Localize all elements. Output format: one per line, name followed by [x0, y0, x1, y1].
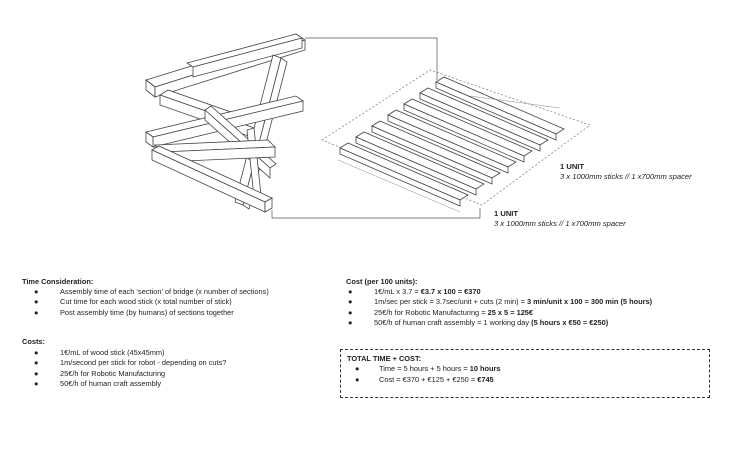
- total-heading: TOTAL TIME + COST:: [347, 354, 422, 363]
- bullet-icon: ●: [348, 287, 353, 296]
- bullet-icon: ●: [34, 358, 39, 368]
- bullet-icon: ●: [348, 317, 353, 327]
- bullet-icon: ●: [34, 307, 39, 317]
- list-item: ● 1m/sec per stick = 3.7sec/unit + cuts (2 min) = 3 min/unit x 100 = 300 min (5 hours): [348, 297, 653, 307]
- bullet-icon: ●: [348, 297, 353, 307]
- bullet-icon: ●: [355, 374, 360, 384]
- list-item: ● 50€/h of human craft assembly = 1 working day (5 hours x €50 = €250): [348, 317, 609, 327]
- unit-title: 1 UNIT: [560, 162, 585, 171]
- bullet-icon: ●: [34, 378, 39, 388]
- list-item: ● Post assembly time (by humans) of sections together: [34, 307, 234, 317]
- list-item: ● Time = 5 hours + 5 hours = 10 hours: [355, 364, 501, 374]
- costs-list: [22, 348, 226, 389]
- unit-spec: 3 x 1000mm sticks // 1 x700mm spacer: [560, 172, 692, 181]
- list-item: ● 25€/h for Robotic Manufacturing = 25 x 5 = 125€: [348, 307, 534, 317]
- unit-title: 1 UNIT: [494, 209, 519, 218]
- list-item: ● 1€/mL of wood stick (45x45mm): [34, 348, 165, 357]
- total-box: [340, 349, 710, 398]
- cost-per-100-list: [336, 287, 652, 328]
- bullet-icon: ●: [34, 348, 39, 357]
- list-item: ● Cost = €370 + €125 + €250 = €745: [355, 374, 494, 384]
- bullet-icon: ●: [34, 297, 39, 307]
- list-item: ● 1€/mL x 3.7 = €3.7 x 100 = €370: [348, 287, 481, 296]
- bullet-icon: ●: [355, 364, 360, 374]
- bullet-icon: ●: [34, 287, 39, 296]
- time-consideration-heading: Time Consideration:: [22, 277, 94, 286]
- list-item: ● 25€/h for Robotic Manufacturing: [34, 368, 166, 378]
- list-item: ● Assembly time of each ‘section’ of bridge (x number of sections): [34, 287, 269, 296]
- list-item: ● 50€/h of human craft assembly: [34, 378, 162, 388]
- list-item: ● Cut time for each wood stick (x total number of stick): [34, 297, 232, 307]
- unit-label-left: [494, 209, 626, 229]
- bullet-icon: ●: [348, 307, 353, 317]
- bullet-icon: ●: [34, 368, 39, 378]
- unit-spec: 3 x 1000mm sticks // 1 x700mm spacer: [494, 219, 626, 228]
- costs-heading: Costs:: [22, 337, 45, 346]
- list-item: ● 1m/second per stick for robot - depending on cuts?: [34, 358, 227, 368]
- time-consideration-list: [22, 287, 269, 318]
- cost-per-100-heading: Cost (per 100 units):: [346, 277, 418, 286]
- total-list: [347, 364, 703, 385]
- flatpack-unit: [322, 70, 590, 212]
- unit-label-right: [560, 162, 692, 182]
